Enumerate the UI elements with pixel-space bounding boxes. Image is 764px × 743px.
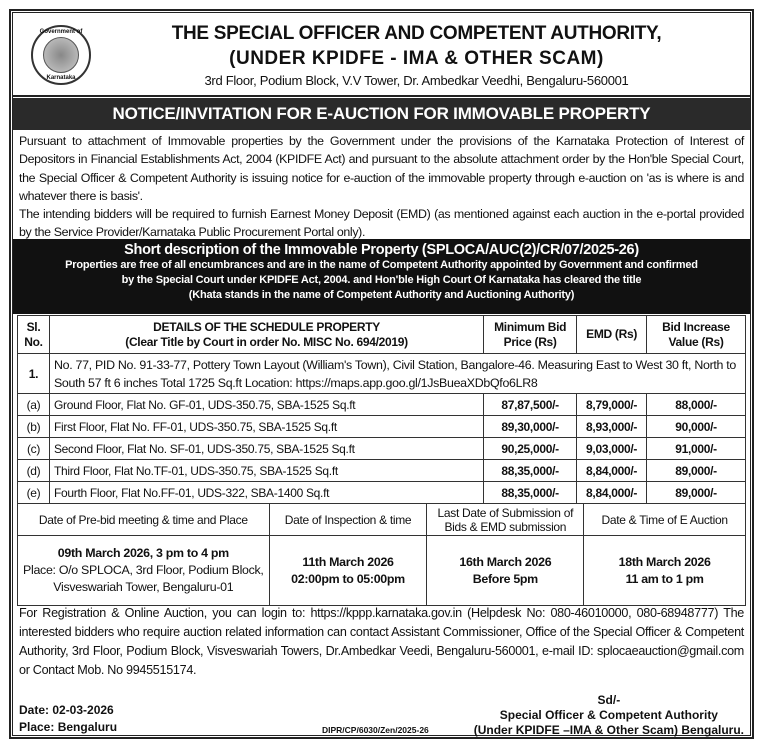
header-details	[49, 316, 483, 354]
min-bid-price: 90,25,000/-	[484, 438, 577, 460]
table-row	[18, 536, 746, 606]
registration-info: For Registration & Online Auction, you can login to: https://kppp.karnataka.gov.in (Helpdesk No: 080-46010000, 080-68948777) The interested bidders who require auction related information can contact Assistant Commissioner, Office of the Special Officer & Competent Authority, 3rd Floor, Podium Block, Visveswariah Towers, Dr.Ambedkar Veedi, Bengaluru-560001, e-mail ID: splocaeauction@gmail.com or Contact Mob. No 9945515174.	[19, 606, 744, 677]
notice-place: Place: Bengaluru	[19, 720, 118, 734]
short-description-title: Short description of the Immovable Property (SPLOCA/AUC(2)/CR/07/2025-26)	[124, 242, 639, 258]
notice-date: Date: 02-03-2026	[19, 703, 114, 717]
seal-text-bottom: Karnataka	[46, 75, 76, 81]
flat-details: Fourth Floor, Flat No.FF-01, UDS-322, SBA-1400 Sq.ft	[49, 482, 483, 504]
min-bid-price: 89,30,000/-	[484, 416, 577, 438]
auction-cell	[584, 536, 746, 606]
prebid-date: 09th March 2026, 3 pm to 4 pm	[57, 546, 229, 560]
property-details: No. 77, PID No. 91-33-77, Pottery Town Layout (William's Town), Civil Station, Bangalore-46. Measuring East to West 30 ft, North to South 57 ft 6 inches Total 1725 Sq.ft Location: https://maps.app.goo.gl/1JsBueaXDbQfo6LR8	[49, 354, 745, 394]
notice-title: NOTICE/INVITATION FOR E-AUCTION FOR IMMOVABLE PROPERTY	[13, 98, 750, 130]
header-details-line1: DETAILS OF THE SCHEDULE PROPERTY	[153, 319, 380, 334]
auction-date: 18th March 2026	[618, 554, 711, 569]
intro-paragraph-2: The intending bidders will be required to furnish Earnest Money Deposit (EMD) (as mentioned against each auction in the e-portal provided by the Service Provider/Karnataka Public Procurement Portal only).	[19, 207, 744, 240]
emd-amount: 8,79,000/-	[577, 394, 647, 416]
sl-no: (b)	[18, 416, 50, 438]
reference-number: DIPR/CP/6030/Zen/2025-26	[322, 725, 429, 735]
bid-increase-value: 88,000/-	[647, 394, 746, 416]
header-sl-no: Sl. No.	[18, 316, 50, 354]
header-bid-increase: Bid Increase Value (Rs)	[647, 316, 746, 354]
header-emd: EMD (Rs)	[577, 316, 647, 354]
seal-text-top: Government of	[39, 29, 83, 35]
submission-date: 16th March 2026	[459, 554, 552, 569]
table-row	[18, 394, 746, 416]
header-min-bid: Minimum Bid Price (Rs)	[484, 316, 577, 354]
emd-amount: 9,03,000/-	[577, 438, 647, 460]
table-row	[18, 482, 746, 504]
emd-amount: 8,84,000/-	[577, 460, 647, 482]
prebid-cell	[18, 536, 270, 606]
prebid-place: Place: O/o SPLOCA, 3rd Floor, Podium Block, Visveswariah Tower, Bengaluru-01	[23, 563, 264, 594]
header-details-line2: (Clear Title by Court in order No. MISC No. 694/2019)	[125, 334, 408, 349]
footer	[19, 693, 744, 738]
flat-details: Third Floor, Flat No.TF-01, UDS-350.75, SBA-1525 Sq.ft	[49, 460, 483, 482]
submission-cell	[427, 536, 584, 606]
inspection-cell	[269, 536, 427, 606]
flat-details: Ground Floor, Flat No. GF-01, UDS-350.75, SBA-1525 Sq.ft	[49, 394, 483, 416]
dates-table	[17, 503, 746, 606]
table-row	[18, 354, 746, 394]
short-description-line: (Khata stands in the name of Competent Authority and Auctioning Authority)	[188, 289, 575, 301]
table-header-row	[18, 316, 746, 354]
sl-no: (d)	[18, 460, 50, 482]
signature-block	[474, 693, 744, 738]
table-row	[18, 416, 746, 438]
signatory-title: Special Officer & Competent Authority	[499, 708, 718, 722]
authority-address: 3rd Floor, Podium Block, V.V Tower, Dr. Ambedkar Veedhi, Bengaluru-560001	[204, 73, 629, 88]
min-bid-price: 88,35,000/-	[484, 460, 577, 482]
government-seal-icon	[31, 25, 91, 85]
notice-frame	[10, 10, 753, 738]
flat-details: Second Floor, Flat No. SF-01, UDS-350.75, SBA-1525 Sq.ft	[49, 438, 483, 460]
table-row	[18, 460, 746, 482]
header-auction: Date & Time of E Auction	[584, 504, 746, 536]
table-row	[18, 438, 746, 460]
intro-text	[19, 132, 744, 242]
min-bid-price: 87,87,500/-	[484, 394, 577, 416]
header-inspection: Date of Inspection & time	[269, 504, 427, 536]
sl-no: (a)	[18, 394, 50, 416]
bid-increase-value: 90,000/-	[647, 416, 746, 438]
intro-paragraph-1: Pursuant to attachment of Immovable properties by the Government under the provisions of the Karnataka Protection of Interest of Depositors in Financial Establishments Act, 2004 (KPIDFE Act) and pursuant to the absolute attachment order by the Hon'ble Special Court, the Special Officer & Competent Authority is issuing notice for e-auction of the immovable property through e-auction on 'as is where is and whatever there is basis'.	[19, 134, 744, 203]
short-description	[13, 239, 750, 314]
inspection-date: 11th March 2026	[302, 554, 394, 569]
sl-no: (e)	[18, 482, 50, 504]
sl-no: 1.	[18, 354, 50, 394]
header-submission: Last Date of Submission of Bids & EMD submission	[427, 504, 584, 536]
sl-no: (c)	[18, 438, 50, 460]
header	[13, 13, 750, 97]
property-table	[17, 315, 746, 504]
bid-increase-value: 91,000/-	[647, 438, 746, 460]
table-header-row	[18, 504, 746, 536]
emd-amount: 8,84,000/-	[577, 482, 647, 504]
authority-title: THE SPECIAL OFFICER AND COMPETENT AUTHORITY,	[171, 23, 662, 44]
bid-increase-value: 89,000/-	[647, 482, 746, 504]
signatory-office: (Under KPIDFE –IMA & Other Scam) Bengaluru.	[473, 723, 744, 737]
authority-subtitle: (UNDER KPIDFE - IMA & OTHER SCAM)	[229, 48, 604, 69]
emd-amount: 8,93,000/-	[577, 416, 647, 438]
flat-details: First Floor, Flat No. FF-01, UDS-350.75, SBA-1525 Sq.ft	[49, 416, 483, 438]
bid-increase-value: 89,000/-	[647, 460, 746, 482]
header-prebid: Date of Pre-bid meeting & time and Place	[18, 504, 270, 536]
submission-time: Before 5pm	[472, 571, 538, 586]
min-bid-price: 88,35,000/-	[484, 482, 577, 504]
short-description-line: by the Special Court under KPIDFE Act, 2004. and Hon'ble High Court Of Karnataka has cleared the title	[121, 274, 642, 286]
signature-sd: Sd/-	[597, 693, 621, 707]
inspection-time: 02:00pm to 05:00pm	[291, 571, 405, 586]
short-description-line: Properties are free of all encumbrances and are in the name of Competent Authority appointed by Government and confirmed	[65, 259, 698, 271]
auction-time: 11 am to 1 pm	[625, 571, 704, 586]
footer-left	[19, 702, 117, 736]
